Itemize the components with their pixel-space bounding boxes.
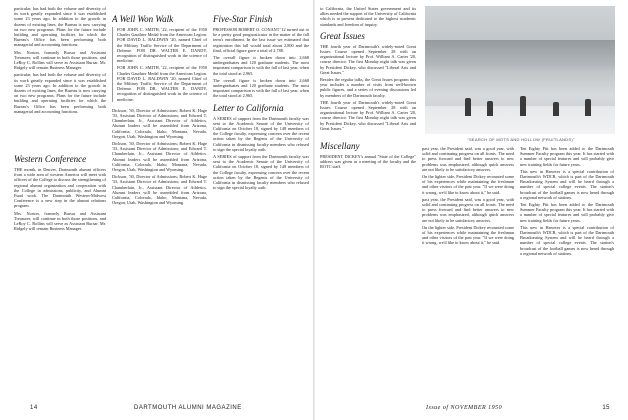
photo-figure xyxy=(520,96,526,116)
paragraph: THE fourth year of Dartmouth's widely-noted Great Issues Course opened September 28 with an organizational lecture by Prof. William A. Carter '20, course director. The first Monday night talk was given by President Dickey, who discussed "Liberal Arts and Great Issues." xyxy=(320,99,416,131)
paragraph: Dickson, '30, Director of Admissions; Robert K. Hage '33, Assistant Director of Admissions; and Edward T. Chamberlain, Jr., Assistant Director of Athletics. Alumni leaders will be assembled from Arizona, California, Colorado, Idaho, Montana, Nevada, Oregon, Utah, Washington and Wyoming. xyxy=(112,107,207,139)
page-number: 14 xyxy=(30,405,38,411)
paragraph: past year, the President said, was a good year, with solid and continuing progress on all fronts. The need to press forward and find better answers to new problems was emphasized, although quick answers are not likely to be satisfactory answers. xyxy=(422,196,514,223)
paragraph: On the lighter side, President Dickey recounted some of his experiences while maintaining the freshman and other visitors of the past year. "If we were doing it wrong, we'd like to know about it," he said. xyxy=(422,174,514,195)
photo-figure xyxy=(585,99,591,116)
paragraph: particular, has had both the volume and diversity of its work greatly expanded since it was established some 23 years ago. In addition to the growth in dozens of existing lines, the Bureau is now carrying on two new programs. Plans for the future include building and operating facilities for which the Bureau's Office has been performing both managerial and accounting functions. xyxy=(14,72,106,114)
issue-date: Issue of NOVEMBER 1950 xyxy=(426,405,503,411)
paragraph: past year, the President said, was a good year, with solid and continuing progress on all fronts. The need to press forward and find better answers to new problems was emphasized, although quick answers are not likely to be satisfactory answers. xyxy=(422,146,514,172)
section-heading-letter-to-california: Letter to California xyxy=(213,102,284,113)
right-column-3 xyxy=(520,146,614,258)
magazine-title: DARTMOUTH ALUMNI MAGAZINE xyxy=(134,405,242,411)
paragraph: THE fourth year of Dartmouth's widely-noted Great Issues Course opened September 28 with an organizational lecture by Prof. William A. Carter '20, course director. The first Monday night talk was given by President Dickey, who discussed "Liberal Arts and Great Issues." xyxy=(320,43,416,75)
section-heading-well-won-walk: A Well Won Walk xyxy=(112,14,174,24)
page-gutter xyxy=(313,0,315,420)
honors-list xyxy=(112,27,207,102)
left-column-1 xyxy=(14,6,106,234)
paragraph: Besides the regular talks, the Great Issues program this year includes a number of visits from well-known public figures, and a series of evening discussions led by members of the Dartmouth faculty. xyxy=(320,77,416,98)
paragraph: FOR JOHN C. SMITH, '22, recipient of the 1950 Charles Gauthier Medal from the American Legion. FOR DAVID L. BALDWIN '20, named Chief of the Military Traffic Service of the Department of Defense. FOR DR. WALTER E. DANDY, recognition of distinguished work in the science of medicine. xyxy=(117,65,207,102)
photo-figure xyxy=(465,98,471,116)
paragraph: PROFESSOR ROBERT O. CONANT '12 turned out to be a pretty good prognosticator in the matter of the fall term's enrollment. In the last issue we estimated that registration this fall would total about 2,800 and the final, official figure gave a total of 2,788. xyxy=(213,27,309,53)
section-heading-miscellany: Miscellany xyxy=(320,141,360,152)
paragraph: Dickson, '30, Director of Admissions; Robert K. Hage '33, Assistant Director of Admissions; and Edward T. Chamberlain, Jr., Assistant Director of Athletics. Alumni leaders will be assembled from Arizona, California, Colorado, Idaho, Montana, Nevada, Oregon, Utah, Washington and Wyoming. xyxy=(112,174,207,206)
section-heading-great-issues: Great Issues xyxy=(320,30,365,41)
paragraph: Mrs. Norton, formerly Bursar and Assistant Treasurer, will continue in both those positions, and LeRoy C. Rollins will serve as Assistant Bursar. Mr. Ridgely will remain Business Manager. xyxy=(14,49,106,71)
right-column-1 xyxy=(320,6,416,172)
left-column-2 xyxy=(112,6,207,208)
photo-treeline xyxy=(425,40,615,70)
photo-caption: "SEARCH OF MOTS AND HOLLOW (FRUITLANDS)" xyxy=(467,137,575,142)
paragraph: A SERIES of support from the Dartmouth faculty was sent to the Academic Senate of the University of California on October 18, signed by 148 members of the College faculty, expressing concern over the recent action taken by the Regents of the University of California in dismissing faculty members who refused to sign the special loyalty oath. xyxy=(213,154,309,191)
section-heading-five-star-finish: Five-Star Finish xyxy=(213,14,273,24)
photo-figure xyxy=(487,101,493,116)
winter-photograph xyxy=(425,6,615,134)
paragraph: Ten Eighty Pitt has been added to the Dartmouth Summer Faculty program this year. It has started with a number of special features and will probably give new training fields for future years. xyxy=(520,146,614,167)
paragraph: On the lighter side, President Dickey recounted some of his experiences while maintaining the freshman and other visitors of the past year. "If we were doing it wrong, we'd like to know about it," he said. xyxy=(422,224,514,246)
paragraph: This new in Hanover is a special contribution of Dartmouth's WDCR, which is part of the Dartmouth Broadcasting System and will be heard through a number of special college events. The station's broadcast of the football games is now heard through a regional network of stations. xyxy=(520,224,614,256)
section-heading-western-conference: Western Conference xyxy=(14,154,87,165)
paragraph: Dickson, '30, Director of Admissions; Robert K. Hage '33, Assistant Director of Admissions; and Edward T. Chamberlain, Jr., Assistant Director of Athletics. Alumni leaders will be assembled from Arizona, California, Colorado, Idaho, Montana, Nevada, Oregon, Utah, Washington and Wyoming. xyxy=(112,141,207,173)
left-column-3 xyxy=(213,6,309,192)
paragraph: Mrs. Norton, formerly Bursar and Assistant Treasurer, will continue in both those positions, and LeRoy C. Rollins will serve as Assistant Bursar. Mr. Ridgely will remain Business Manager. xyxy=(14,210,106,232)
paragraph: PRESIDENT DICKEY's annual "State of the College" address was given as a meeting of the faculty and the ROTC staff. xyxy=(320,154,416,170)
paragraph: The overall figure is broken down into 2,668 undergraduates and 120 graduate students. The most important comparison is with the fall of last year, when the total stood at 2,965. xyxy=(213,77,309,99)
paragraph: This new in Hanover is a special contribution of Dartmouth's WDCR, which is part of the Dartmouth Broadcasting System and will be heard through a number of special college events. The station's broadcast of the football games is now heard through a regional network of stations. xyxy=(520,168,614,200)
paragraph: A SERIES of support from the Dartmouth faculty was sent to the Academic Senate of the University of California on October 18, signed by 148 members of the College faculty, expressing concern over the recent action taken by the Regents of the University of California in dismissing faculty members who refused to sign the special loyalty oath. xyxy=(213,115,309,152)
paragraph: Ten Eighty Pitt has been added to the Dartmouth Summer Faculty program this year. It has started with a number of special features and will probably give new training fields for future years. xyxy=(520,202,614,223)
paragraph: to California, the United States government and its allies needed the support of the University of California which is at present dedicated to the highest academic standards and freedom of inquiry. xyxy=(320,6,416,27)
paragraph: FOR JOHN C. SMITH, '22, recipient of the 1950 Charles Gauthier Medal from the American Legion. FOR DAVID L. BALDWIN '20, named Chief of the Military Traffic Service of the Department of Defense. FOR DR. WALTER E. DANDY, recognition of distinguished work in the science of medicine. xyxy=(117,27,207,64)
paragraph: particular, has had both the volume and diversity of its work greatly expanded since it was established some 23 years ago. In addition to the growth in dozens of existing lines, the Bureau is now carrying on two new programs. Plans for the future include building and operating facilities for which the Bureau's Office has been performing both managerial and accounting functions. xyxy=(14,6,106,48)
right-column-2 xyxy=(422,146,514,248)
page-number: 15 xyxy=(602,405,610,411)
paragraph: The overall figure is broken down into 2,668 undergraduates and 120 graduate students. The most important comparison is with the fall of last year, when the total stood at 2,965. xyxy=(213,55,309,76)
photo-figure xyxy=(553,102,559,116)
paragraph: THE month, in Denver, Dartmouth alumni officers from a wide area of western America will meet with officers of the College to discuss the strengthening of regional alumni organization and cooperation with the College in admissions, publicity, and Alumni Fund work. The Dartmouth Western-Midwest Conference is a new step in the alumni relations program. xyxy=(14,167,106,209)
